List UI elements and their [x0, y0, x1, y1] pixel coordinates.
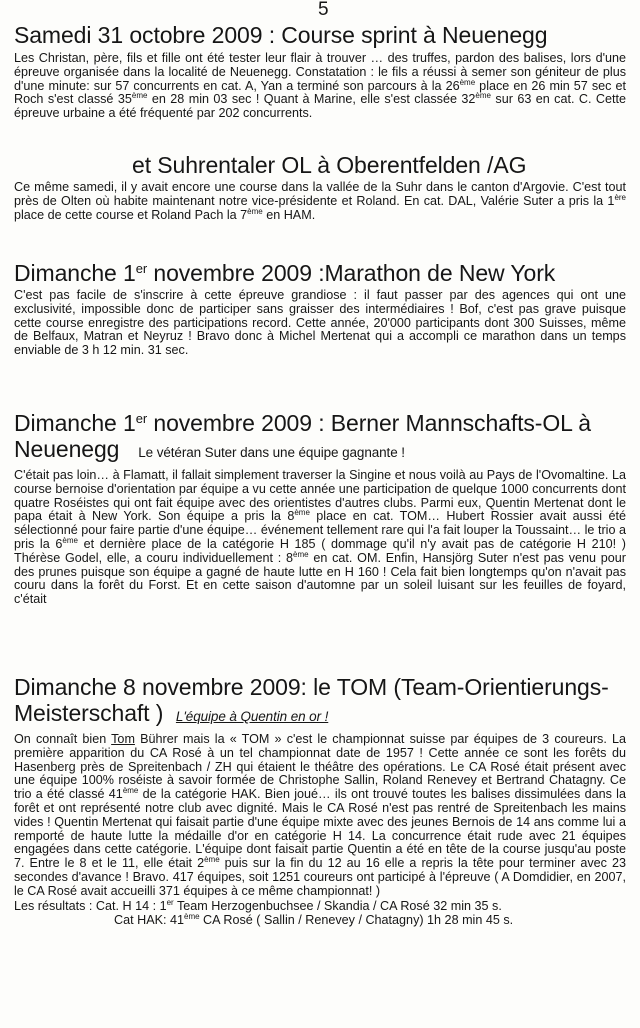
section-sprint-neuenegg	[14, 22, 626, 121]
section-subtitle: Le vétéran Suter dans une équipe gagnante !	[138, 445, 405, 460]
section-title: Dimanche 1er novembre 2009 :Marathon de New York	[14, 260, 556, 286]
section-title: Dimanche 1er novembre 2009 : Berner Mannschafts-OL à Neuenegg Le vétéran Suter dans une équipe gagnante !	[14, 410, 591, 462]
section-berner-mannschafts-ol	[14, 410, 626, 607]
section-title: Dimanche 8 novembre 2009: le TOM (Team-Orientierungs-Meisterschaft ) L'équipe à Quentin en or !	[14, 674, 609, 726]
page-number: 5	[318, 0, 329, 20]
results-line-hak: Cat HAK: 41ème CA Rosé ( Sallin / Renevey / Chatagny) 1h 28 min 45 s.	[114, 911, 514, 927]
section-title: et Suhrentaler OL à Oberentfelden /AG	[132, 152, 527, 178]
section-suhrentaler-ol	[14, 152, 626, 222]
section-subtitle: L'équipe à Quentin en or !	[175, 709, 329, 724]
tom-name: Tom	[111, 732, 135, 746]
section-body: On connaît bien Tom Bührer mais la « TOM » c'est le championnat suisse par équipes de 3 coureurs. La première apparition du CA Rosé à un tel championnat date de 1957 ! Cette année ce sont les forêts du Hasenberg près de Spreitenbach / ZH qui étaient le théâtre des opérations. Le CA Rosé était présent avec une équipe 100% roséiste à savoir formée de Christophe Sallin, Roland Renevey et Bertrand Chatagny. Ce trio a été classé 41ème de la catégorie HAK. Bien joué… ils ont trouvé toutes les balises dissimulées dans la forêt et ont représenté notre club avec dignité. Mais le CA Rosé n'est pas rentré de Spreitenbach les mains vides ! Quentin Mertenat qui faisait partie d'une équipe mixte avec des jeunes Bernois de 14 ans comme lui a remporté de haute lutte la médaille d'or en catégorie H 14. La concurrence était rude avec 21 équipes engagées dans cette catégorie. L'équipe dont faisait partie Quentin a été en tête de la course jusqu'au poste 7. Entre le 8 et le 11, elle était 2ème puis sur la fin du 12 au 16 elle a repris la tête pour terminer avec 23 secondes d'avance ! Bravo. 417 équipes, soit 1251 coureurs ont participé à l'épreuve ( A Domdidier, en 2007, le CA Rosé avait accueilli 371 équipes à ce même championnat! )	[14, 732, 626, 898]
section-tom-championship	[14, 674, 626, 927]
section-marathon-new-york	[14, 260, 626, 358]
results-line-h14: Les résultats : Cat. H 14 : 1er Team Herzogenbuchsee / Skandia / CA Rosé 32 min 35 s.	[14, 897, 502, 913]
section-body: Ce même samedi, il y avait encore une course dans la vallée de la Suhr dans le canton d'Argovie. C'est tout près de Olten où habite maintenant notre vice-présidente et Roland. En cat. DAL, Valérie Suter a pris la 1ère place de cette course et Roland Pach la 7ème en HAM.	[14, 180, 626, 222]
section-title: Samedi 31 octobre 2009 : Course sprint à Neuenegg	[14, 22, 548, 48]
section-body: Les Christan, père, fils et fille ont été tester leur flair à trouver … des truffes, pardon des balises, lors d'une épreuve organisée dans la localité de Neuenegg. Constatation : le fils a réussi à semer son géniteur de plus d'une minute: sur 57 concurrents en cat. A, Yan a terminé son parcours à la 26ème place en 26 min 57 sec et Roch s'est classé 35ème en 28 min 03 sec ! Quant à Marine, elle s'est classée 32ème sur 63 en cat. C. Cette épreuve urbaine a été fréquenté par 202 concurrents.	[14, 51, 627, 121]
section-body: C'était pas loin… à Flamatt, il fallait simplement traverser la Singine et nous voilà au Pays de l'Ovomaltine. La course bernoise d'orientation par équipe a vu cette année une participation de quelque 1000 concurrents dont quatre Roséistes qui ont fait équipe avec des orientistes d'autres clubs. Parmi eux, Quentin Mertenat dont le papa était à New York. Son équipe a pris la 8ème place en cat. TOM… Hubert Rossier avait aussi été sélectionné pour faire partie d'une équipe… événement tellement rare qui l'a fait louper la Toussaint… le trio a pris la 6ème et dernière place de la catégorie H 185 ( dommage qu'il n'y avait pas de catégorie H 210! ) Thérèse Godel, elle, a couru individuellement : 8ème en cat. OM. Enfin, Hansjörg Suter n'est pas venu pour des prunes puisque son équipe a gagné de haute lutte en H 160 ! Cela fait bien longtemps qu'on n'avait pas couru dans la forêt du Forst. Et en cette saison d'automne par un soleil luisant sur les feuilles de foyard, c'était	[14, 468, 626, 607]
section-body: C'est pas facile de s'inscrire à cette épreuve grandiose : il faut passer par des agences qui ont une exclusivité, impossible donc de participer sans graisser des intermédiaires ! Bof, c'est pas grave puisque cette course enregistre des participations record. Cette année, 20'000 participants dont 300 Suisses, même de Belfaux, Matran et Neyruz ! Bravo donc à Michel Mertenat qui a accompli ce marathon dans un temps enviable de 3 h 12 min. 31 sec.	[14, 288, 626, 358]
